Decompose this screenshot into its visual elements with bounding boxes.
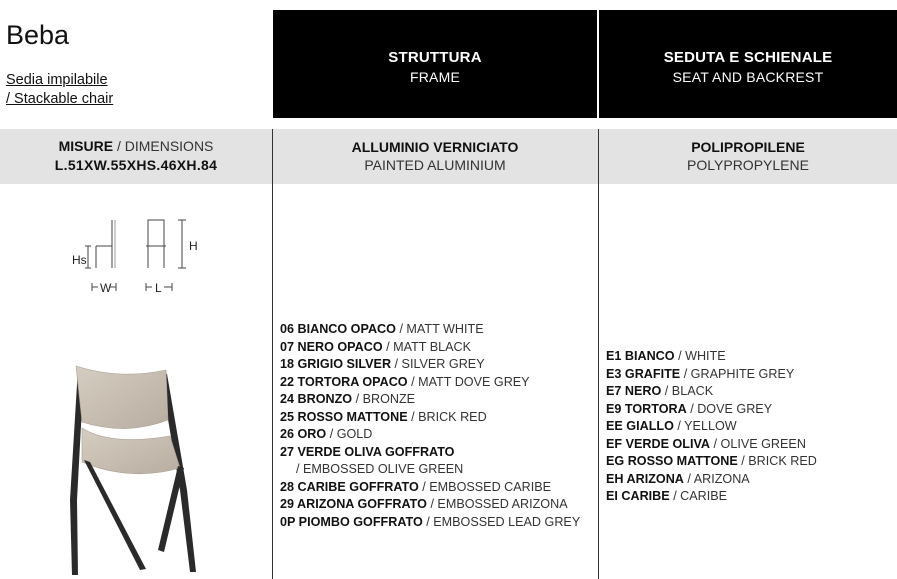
header-gap [597,10,598,118]
seat-header-it: SEDUTA E SCHIENALE [663,49,833,66]
seat-finish-row [606,453,817,471]
chair-image [30,350,240,579]
seat-finish-row [606,436,817,454]
subtitle-english[interactable]: / Stackable chair [6,91,114,107]
finish-english: / BRONZE [355,392,416,406]
dimension-diagram [60,212,210,302]
finish-english: / EMBOSSED OLIVE GREEN [296,462,464,476]
seat-header [599,10,897,118]
finish-english: / EMBOSSED ARIZONA [430,497,568,511]
seat-finish-row [606,488,817,506]
frame-finish-row [280,479,580,497]
chair-seat [82,428,180,474]
frame-finish-row [280,496,580,514]
frame-finish-row [280,374,580,392]
finish-english: / MATT BLACK [386,339,472,354]
seat-header-en: SEAT AND BACKREST [672,69,824,85]
finish-code: EI CARIBE [606,489,670,503]
frame-header-it: STRUTTURA [388,49,482,66]
finish-code: E3 GRAFITE [606,366,681,381]
finish-code: 27 VERDE OLIVA GOFFRATO [280,444,455,459]
seat-finish-row [606,366,817,384]
dimensions-cell [0,138,272,173]
finish-english: / WHITE [678,349,726,363]
dimensions-label: MISURE [58,138,114,154]
chair-front-leg-right [158,466,184,552]
frame-finish-row [280,444,580,462]
chair-backrest [76,366,168,429]
seat-finish-row [606,418,817,436]
frame-finish-row [280,514,580,532]
frame-finish-row [280,409,580,427]
seat-finish-list [606,348,817,506]
finish-code: 26 ORO [280,427,327,441]
frame-material-cell [273,139,597,173]
finish-english: / BLACK [664,384,714,398]
finish-english: / MATT WHITE [399,322,484,336]
finish-english: / GRAPHITE GREY [683,366,795,381]
frame-finish-row [280,321,580,339]
finish-english: / EMBOSSED LEAD GREY [426,514,581,529]
chair-front-leg-left [84,460,146,570]
seat-material-it: POLIPROPILENE [691,139,805,155]
finish-english: / BRICK RED [741,454,817,468]
finish-english: / EMBOSSED CARIBE [422,479,552,494]
finish-english: / CARIBE [673,489,728,503]
frame-finish-row [280,426,580,444]
finish-code: 18 GRIGIO SILVER [280,357,392,371]
finish-english: / DOVE GREY [690,401,773,416]
seat-finish-row [606,383,817,401]
finish-code: 24 BRONZO [280,392,353,406]
frame-header-en: FRAME [410,69,460,85]
finish-english: / GOLD [329,427,373,441]
finish-code: 06 BIANCO OPACO [280,322,396,336]
label-hs: Hs [72,253,87,267]
seat-material-en: POLYPROPYLENE [687,157,809,173]
frame-finish-row [280,461,580,479]
finish-code: EH ARIZONA [606,471,684,486]
frame-finish-row [280,356,580,374]
subtitle-italian[interactable]: Sedia impilabile [6,72,108,88]
finish-code: 28 CARIBE GOFFRATO [280,479,419,494]
frame-material-en: PAINTED ALUMINIUM [364,157,506,173]
finish-english: / BRICK RED [411,409,487,424]
finish-code: 25 ROSSO MATTONE [280,409,408,424]
finish-code: E1 BIANCO [606,349,675,363]
frame-finish-list [280,321,580,531]
finish-code: 0P PIOMBO GOFFRATO [280,514,423,529]
finish-english: / ARIZONA [687,471,750,486]
finish-code: E9 TORTORA [606,401,687,416]
finish-code: 22 TORTORA OPACO [280,374,408,389]
finish-english: / MATT DOVE GREY [411,374,530,389]
label-l: L [155,281,162,295]
seat-finish-row [606,471,817,489]
finish-code: 07 NERO OPACO [280,339,383,354]
dimensions-value: L.51XW.55XHS.46XH.84 [54,157,218,173]
column-divider-1 [272,129,273,579]
frame-material-it: ALLUMINIO VERNICIATO [351,139,519,155]
finish-code: E7 NERO [606,384,662,398]
seat-material-cell [599,139,897,173]
finish-code: EE GIALLO [606,419,674,433]
label-w: W [100,281,112,295]
frame-finish-row [280,339,580,357]
finish-english: / YELLOW [677,419,737,433]
frame-header [273,10,597,118]
finish-code: EG ROSSO MATTONE [606,454,738,468]
finish-english: / OLIVE GREEN [713,436,806,451]
seat-finish-row [606,401,817,419]
finish-code: 29 ARIZONA GOFFRATO [280,497,427,511]
seat-finish-row [606,348,817,366]
product-title: Beba [6,20,70,50]
dimensions-label-en: / DIMENSIONS [116,138,214,154]
finish-code: EF VERDE OLIVA [606,436,711,451]
label-h: H [189,239,198,253]
frame-finish-row [280,391,580,409]
column-divider-2 [598,129,599,579]
finish-english: / SILVER GREY [394,357,485,371]
